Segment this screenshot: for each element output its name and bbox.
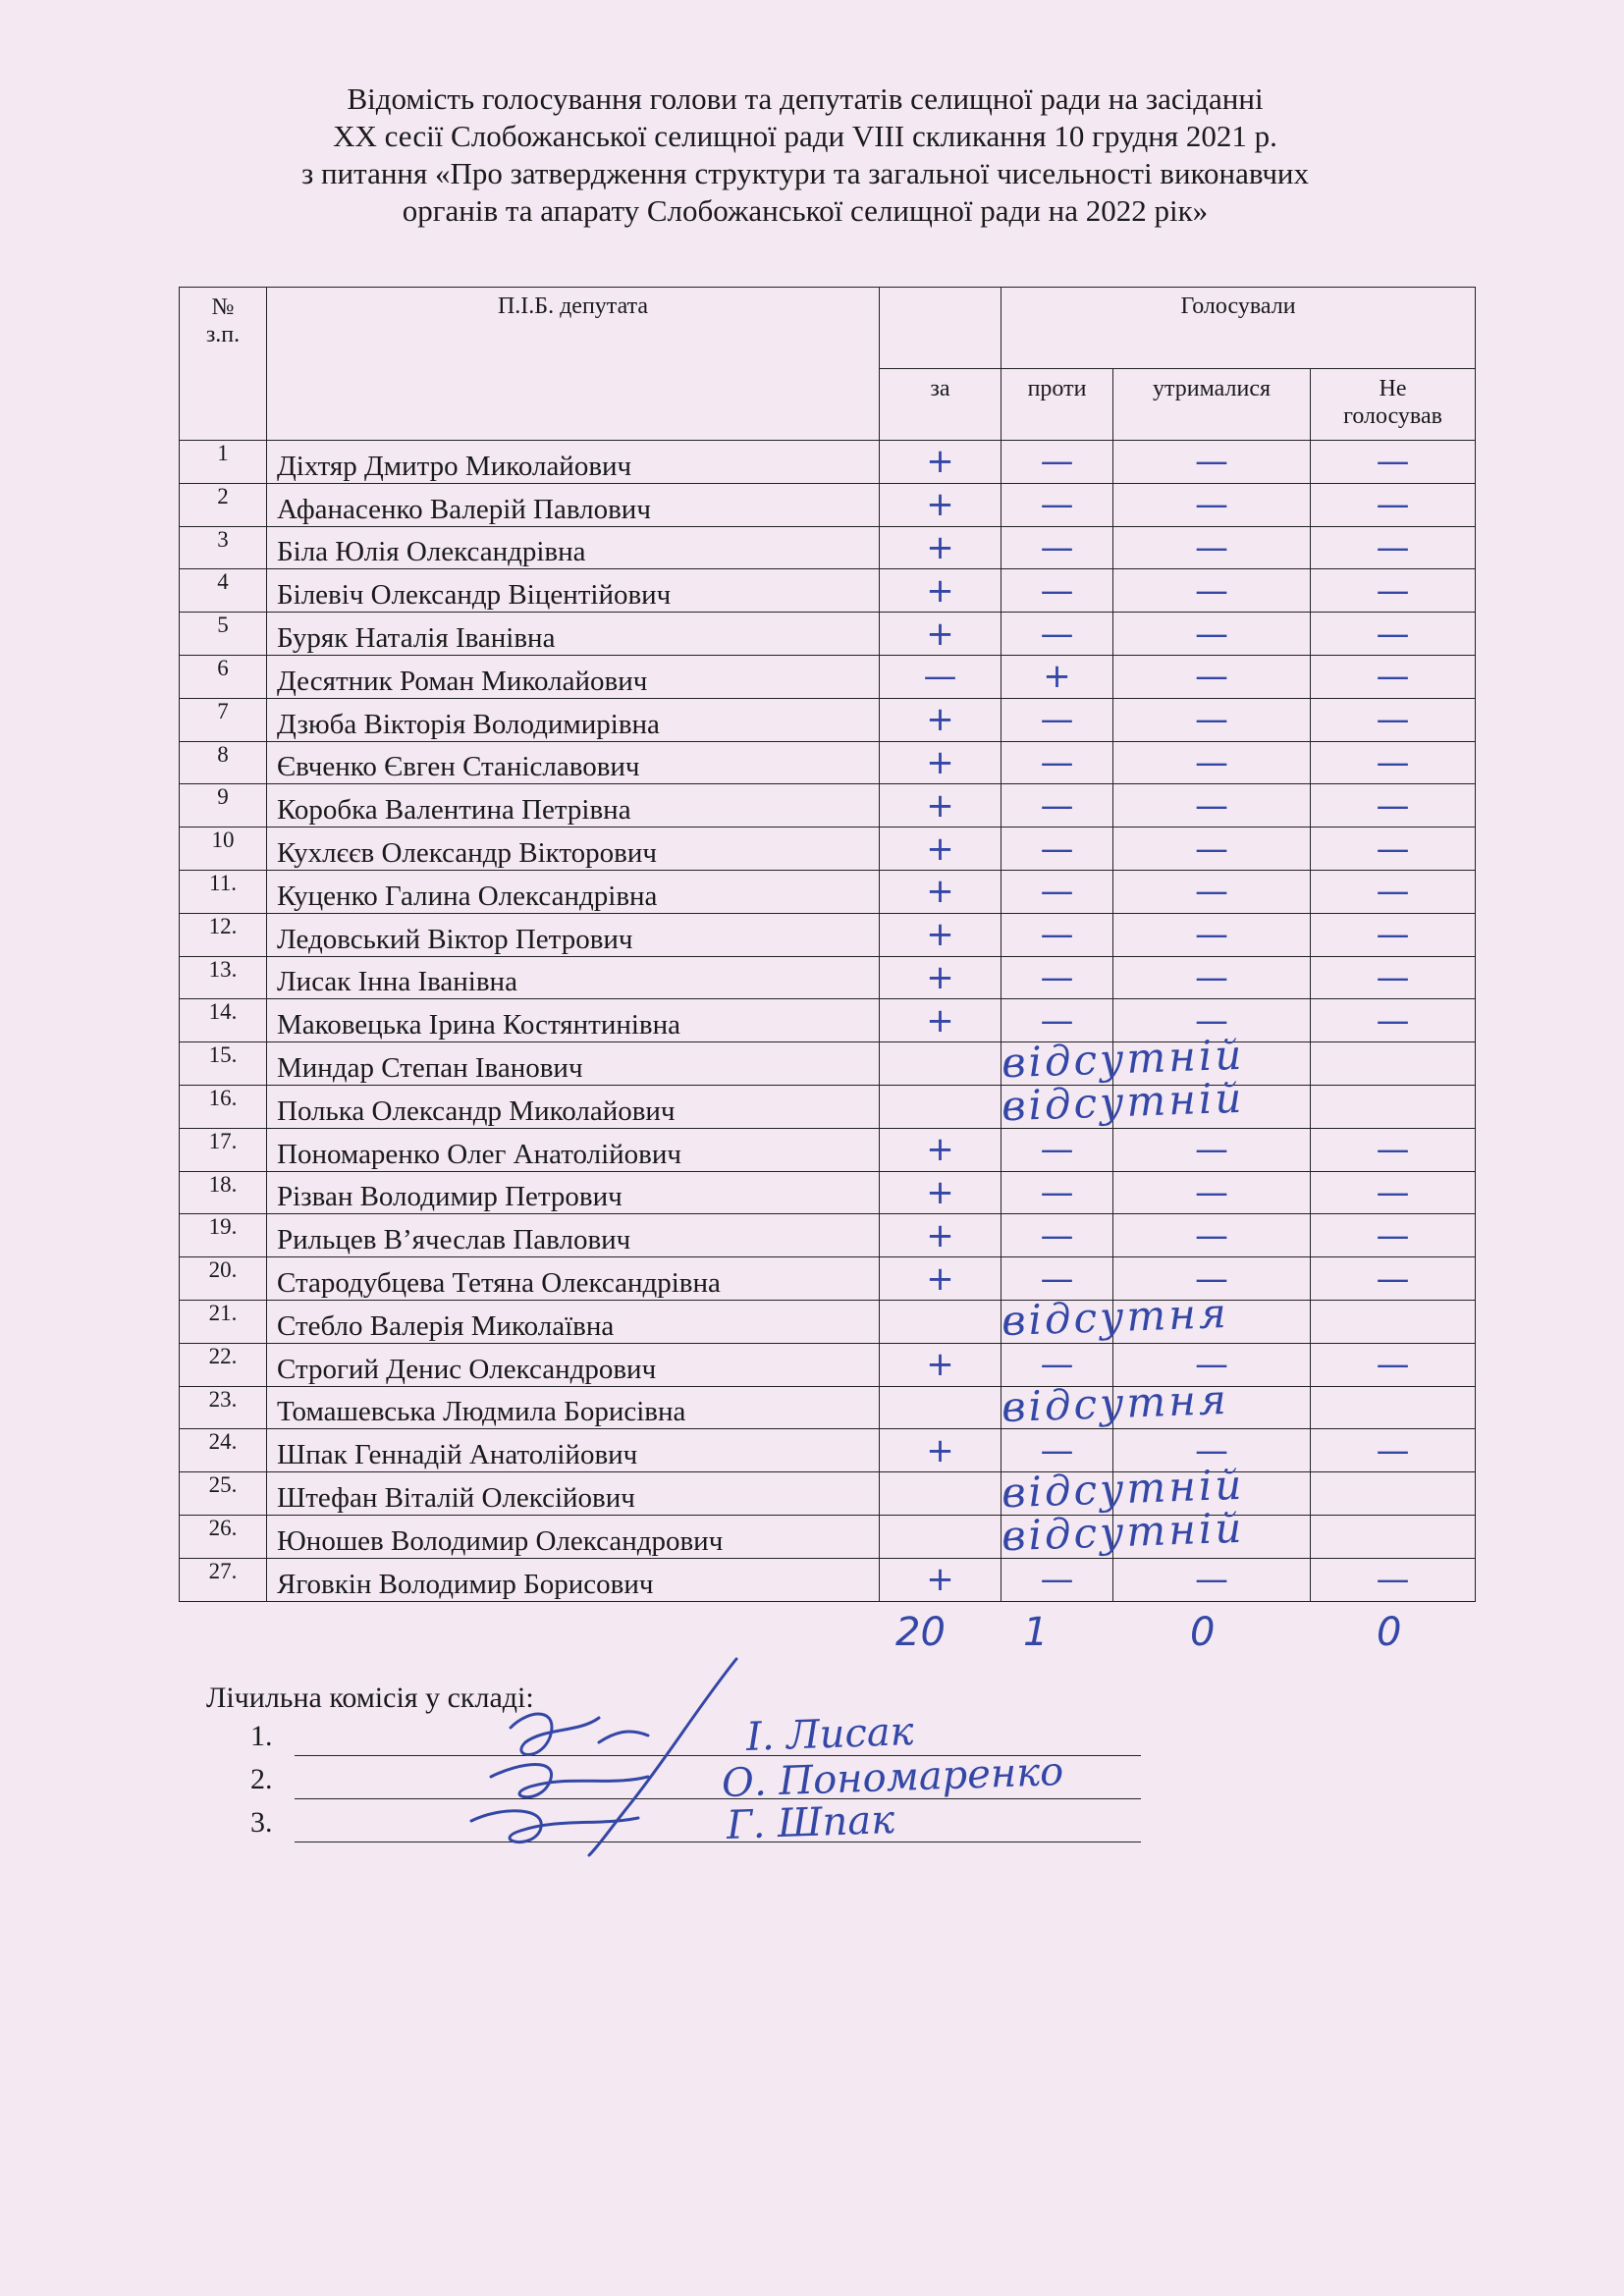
row-number: 15. [180,1042,267,1086]
vote-against-cell [1001,1558,1113,1601]
handwritten-mark: — [1040,828,1074,869]
vote-for-cell [880,655,1001,698]
deputy-name: Миндар Степан Іванович [267,1042,880,1086]
table-row [180,1343,1476,1386]
table-row [180,828,1476,871]
table-row [180,784,1476,828]
handwritten-mark: — [1376,657,1410,697]
handwritten-mark: + [926,1000,954,1041]
row-number: 18. [180,1171,267,1214]
vote-against-cell [1001,870,1113,913]
handwritten-mark: + [926,527,954,567]
signature-stroke-2 [589,1659,736,1855]
vote-for-cell [880,1128,1001,1171]
handwritten-mark: — [1376,957,1410,997]
absent-note: відсутній [1001,1503,1246,1561]
vote-against-cell [1001,526,1113,569]
handwritten-mark: — [1195,742,1228,782]
handwritten-mark: — [1195,915,1228,955]
row-number: 4 [180,569,267,613]
row-number: 26. [180,1515,267,1558]
handwritten-mark: — [1040,1130,1074,1170]
handwritten-mark: — [1040,1215,1074,1255]
handwritten-mark: + [926,570,954,611]
table-row [180,613,1476,656]
handwritten-mark: — [1376,872,1410,912]
handwritten-mark: + [926,1345,954,1385]
row-number: 12. [180,913,267,956]
vote-against-cell [1001,784,1113,828]
handwritten-mark: — [1376,1560,1410,1600]
vote-for-cell [880,956,1001,999]
total-not-voted: 0 [1377,1610,1402,1655]
deputy-name: Біла Юлія Олександрівна [267,526,880,569]
title-line-3: з питання «Про затвердження структури та загальної чисельності виконавчих [300,156,1310,190]
handwritten-mark: — [1376,1172,1410,1212]
handwritten-mark: — [1195,785,1228,826]
vote-abstain-cell [1113,569,1311,613]
handwritten-mark: + [926,742,954,782]
row-number: 11. [180,870,267,913]
vote-not-voted-cell [1311,1085,1476,1128]
deputy-name: Буряк Наталія Іванівна [267,613,880,656]
table-row [180,1429,1476,1472]
vote-abstain-cell [1113,441,1311,484]
vote-not-voted-cell [1311,784,1476,828]
table-row [180,569,1476,613]
vote-for-cell [880,1558,1001,1601]
table-row [180,1386,1476,1429]
total-for: 20 [895,1610,946,1655]
deputy-name: Томашевська Людмила Борисівна [267,1386,880,1429]
table-row [180,1042,1476,1086]
vote-against-cell [1001,1374,1230,1431]
vote-for-cell [880,1429,1001,1472]
handwritten-mark: — [1040,1560,1074,1600]
vote-for-cell [880,698,1001,741]
row-number: 3 [180,526,267,569]
vote-for-cell [880,1515,1001,1558]
handwritten-mark: — [1376,614,1410,654]
handwritten-mark: — [1040,442,1074,482]
vote-not-voted-cell [1311,1515,1476,1558]
vote-for-cell [880,1085,1001,1128]
row-number: 19. [180,1214,267,1257]
vote-abstain-cell [1113,1214,1311,1257]
handwritten-mark: — [1040,485,1074,525]
signature-name-2: О. Пономаренко [721,1748,1064,1807]
handwritten-mark: — [1195,1215,1228,1255]
handwritten-mark: — [1376,485,1410,525]
commission-num-1: 1. [250,1720,273,1752]
vote-not-voted-cell [1311,1429,1476,1472]
row-number: 23. [180,1386,267,1429]
deputy-name: Кухлєєв Олександр Вікторович [267,828,880,871]
vote-abstain-cell [1113,1558,1311,1601]
vote-not-voted-cell [1311,1128,1476,1171]
handwritten-mark: — [1040,700,1074,740]
vote-abstain-cell [1113,870,1311,913]
vote-against-cell [1001,913,1113,956]
vote-not-voted-cell [1311,1214,1476,1257]
deputy-name: Діхтяр Дмитро Миколайович [267,441,880,484]
handwritten-mark: — [1040,872,1074,912]
header-for: за [880,369,1001,441]
vote-abstain-cell [1113,655,1311,698]
row-number: 1 [180,441,267,484]
vote-for-cell [880,1171,1001,1214]
deputy-name: Яговкін Володимир Борисович [267,1558,880,1601]
handwritten-mark: — [1040,957,1074,997]
row-number: 17. [180,1128,267,1171]
vote-for-cell [880,1214,1001,1257]
signature-scribble-graphic [452,1649,766,1865]
handwritten-mark: + [926,1258,954,1299]
handwritten-mark: + [1043,657,1071,697]
header-empty [880,288,1001,369]
handwritten-mark: + [926,1215,954,1255]
row-number: 20. [180,1257,267,1301]
title-line-1: Відомість голосування голови та депутатів селищної ради на засіданні [347,81,1264,116]
deputy-name: Десятник Роман Миколайович [267,655,880,698]
row-number: 16. [180,1085,267,1128]
handwritten-mark: — [1376,915,1410,955]
vote-abstain-cell [1113,784,1311,828]
vote-against-cell [1001,698,1113,741]
handwritten-mark: — [1195,700,1228,740]
row-number: 14. [180,999,267,1042]
vote-not-voted-cell [1311,483,1476,526]
handwritten-mark: — [1040,1430,1074,1470]
deputy-name: Шпак Геннадій Анатолійович [267,1429,880,1472]
deputy-name: Куценко Галина Олександрівна [267,870,880,913]
table-row [180,1214,1476,1257]
vote-for-cell [880,526,1001,569]
deputy-name: Рильцев В’ячеслав Павлович [267,1214,880,1257]
handwritten-mark: — [1376,1215,1410,1255]
table-row [180,698,1476,741]
vote-not-voted-cell [1311,999,1476,1042]
absent-note: відсутній [1001,1030,1246,1088]
table-row [180,483,1476,526]
vote-against-cell [1001,1503,1246,1561]
handwritten-mark: — [1195,1345,1228,1385]
table-row [180,870,1476,913]
vote-for-cell [880,613,1001,656]
vote-not-voted-cell [1311,1558,1476,1601]
handwritten-mark: + [926,828,954,869]
header-name: П.І.Б. депутата [267,288,880,441]
handwritten-mark: — [1376,700,1410,740]
row-number: 21. [180,1300,267,1343]
deputy-name: Юношев Володимир Олександрович [267,1515,880,1558]
vote-not-voted-cell [1311,1386,1476,1429]
deputy-name: Різван Володимир Петрович [267,1171,880,1214]
handwritten-mark: + [926,957,954,997]
vote-abstain-cell [1113,1128,1311,1171]
vote-against-cell [1001,613,1113,656]
deputy-name: Пономаренко Олег Анатолійович [267,1128,880,1171]
absent-note: відсутня [1001,1374,1230,1431]
handwritten-mark: — [1195,485,1228,525]
total-against: 1 [1023,1610,1049,1655]
handwritten-mark: — [1195,1258,1228,1299]
row-number: 10 [180,828,267,871]
handwritten-mark: — [1195,1560,1228,1600]
vote-for-cell [880,1042,1001,1086]
vote-for-cell [880,483,1001,526]
handwritten-mark: — [1376,527,1410,567]
table-row [180,1171,1476,1214]
deputy-name: Полька Олександр Миколайович [267,1085,880,1128]
document-title [147,80,1463,230]
handwritten-mark: — [1195,614,1228,654]
header-not-voted: Не голосував [1311,369,1476,441]
table-row [180,956,1476,999]
table-row [180,1128,1476,1171]
vote-against-cell [1001,1214,1113,1257]
vote-abstain-cell [1113,613,1311,656]
handwritten-mark: — [1376,570,1410,611]
signature-stroke-3 [491,1765,648,1797]
vote-against-cell [1001,956,1113,999]
vote-abstain-cell [1113,956,1311,999]
handwritten-mark: — [1376,1000,1410,1041]
table-row [180,1300,1476,1343]
handwritten-mark: — [1376,785,1410,826]
vote-for-cell [880,1257,1001,1301]
vote-abstain-cell [1113,698,1311,741]
vote-abstain-cell [1113,741,1311,784]
vote-against-cell [1001,828,1113,871]
handwritten-mark: — [1040,1172,1074,1212]
handwritten-mark: — [1195,957,1228,997]
deputy-name: Ледовський Віктор Петрович [267,913,880,956]
deputy-name: Коробка Валентина Петрівна [267,784,880,828]
deputy-name: Євченко Євген Станіславович [267,741,880,784]
vote-not-voted-cell [1311,526,1476,569]
handwritten-mark: — [1376,1345,1410,1385]
deputy-name: Штефан Віталій Олексійович [267,1472,880,1516]
signature-name-3: Г. Шпак [726,1797,895,1848]
vote-against-cell [1001,483,1113,526]
table-row [180,999,1476,1042]
vote-not-voted-cell [1311,1300,1476,1343]
row-number: 7 [180,698,267,741]
header-abstain: утрималися [1113,369,1311,441]
handwritten-mark: + [926,1130,954,1170]
deputy-name: Строгий Денис Олександрович [267,1343,880,1386]
vote-against-cell [1001,1128,1113,1171]
header-num: № з.п. [180,288,267,441]
vote-against-cell [1001,441,1113,484]
vote-not-voted-cell [1311,1472,1476,1516]
absent-note: відсутній [1001,1073,1246,1131]
vote-against-cell [1001,1171,1113,1214]
handwritten-mark: — [1195,1000,1228,1041]
vote-abstain-cell [1113,483,1311,526]
vote-against-cell [1001,1073,1246,1131]
handwritten-mark: + [926,442,954,482]
handwritten-mark: — [1040,1258,1074,1299]
handwritten-mark: + [926,1172,954,1212]
handwritten-mark: — [923,657,957,697]
handwritten-mark: + [926,1430,954,1470]
vote-for-cell [880,913,1001,956]
vote-for-cell [880,999,1001,1042]
handwritten-mark: + [926,785,954,826]
handwritten-mark: + [926,1560,954,1600]
handwritten-mark: — [1195,657,1228,697]
row-number: 6 [180,655,267,698]
deputy-name: Маковецька Ірина Костянтинівна [267,999,880,1042]
signature-name-1: І. Лисак [745,1709,915,1760]
vote-not-voted-cell [1311,613,1476,656]
vote-abstain-cell [1113,913,1311,956]
handwritten-mark: — [1040,785,1074,826]
vote-for-cell [880,1386,1001,1429]
signature-stroke-5 [599,1732,648,1742]
row-number: 8 [180,741,267,784]
title-line-4: органів та апарату Слобожанської селищної ради на 2022 рік» [402,193,1209,228]
vote-not-voted-cell [1311,698,1476,741]
deputy-name: Стебло Валерія Миколаївна [267,1300,880,1343]
signature-stroke-1 [511,1714,599,1754]
handwritten-mark: — [1376,442,1410,482]
commission-num-2: 2. [250,1763,273,1795]
row-number: 2 [180,483,267,526]
handwritten-mark: — [1195,1172,1228,1212]
row-number: 9 [180,784,267,828]
handwritten-mark: — [1040,915,1074,955]
handwritten-mark: — [1195,872,1228,912]
absent-note: відсутній [1001,1460,1246,1518]
vote-not-voted-cell [1311,870,1476,913]
commission-num-3: 3. [250,1806,273,1839]
commission-label: Лічильна комісія у складі: [206,1682,534,1714]
vote-for-cell [880,741,1001,784]
vote-for-cell [880,569,1001,613]
table-row [180,741,1476,784]
handwritten-mark: — [1040,1345,1074,1385]
table-row [180,1558,1476,1601]
row-number: 27. [180,1558,267,1601]
vote-for-cell [880,870,1001,913]
vote-abstain-cell [1113,828,1311,871]
deputy-name: Дзюба Вікторія Володимирівна [267,698,880,741]
vote-not-voted-cell [1311,741,1476,784]
vote-against-cell [1001,655,1113,698]
handwritten-mark: — [1040,614,1074,654]
row-number: 24. [180,1429,267,1472]
vote-against-cell [1001,569,1113,613]
vote-not-voted-cell [1311,913,1476,956]
vote-for-cell [880,1300,1001,1343]
vote-not-voted-cell [1311,956,1476,999]
handwritten-mark: — [1195,570,1228,611]
handwritten-mark: — [1376,828,1410,869]
table-row [180,441,1476,484]
vote-not-voted-cell [1311,828,1476,871]
table-row [180,1472,1476,1516]
handwritten-mark: + [926,614,954,654]
handwritten-mark: + [926,915,954,955]
row-number: 13. [180,956,267,999]
handwritten-mark: — [1195,1430,1228,1470]
row-number: 22. [180,1343,267,1386]
deputy-name: Афанасенко Валерій Павлович [267,483,880,526]
table-row [180,1515,1476,1558]
deputy-name: Стародубцева Тетяна Олександрівна [267,1257,880,1301]
table-row [180,526,1476,569]
handwritten-mark: + [926,872,954,912]
table-row [180,1085,1476,1128]
row-number: 5 [180,613,267,656]
vote-abstain-cell [1113,526,1311,569]
handwritten-mark: — [1195,527,1228,567]
handwritten-mark: — [1376,1258,1410,1299]
voting-table [179,287,1476,1602]
handwritten-mark: — [1376,1130,1410,1170]
vote-not-voted-cell [1311,655,1476,698]
vote-not-voted-cell [1311,569,1476,613]
vote-for-cell [880,1472,1001,1516]
title-line-2: XX сесії Слобожанської селищної ради VIII скликання 10 грудня 2021 р. [333,119,1277,153]
header-against: проти [1001,369,1113,441]
handwritten-mark: — [1376,742,1410,782]
vote-not-voted-cell [1311,1343,1476,1386]
handwritten-mark: — [1040,742,1074,782]
handwritten-mark: — [1195,1130,1228,1170]
handwritten-mark: — [1195,442,1228,482]
handwritten-mark: — [1040,570,1074,611]
table-row [180,1257,1476,1301]
vote-abstain-cell [1113,1171,1311,1214]
handwritten-mark: — [1195,828,1228,869]
vote-against-cell [1001,741,1113,784]
absent-note: відсутня [1001,1288,1230,1345]
row-number: 25. [180,1472,267,1516]
vote-for-cell [880,828,1001,871]
handwritten-mark: + [926,485,954,525]
vote-not-voted-cell [1311,1171,1476,1214]
deputy-name: Білевіч Олександр Віцентійович [267,569,880,613]
table-row [180,655,1476,698]
total-abstain: 0 [1190,1610,1216,1655]
handwritten-mark: + [926,700,954,740]
header-voted: Голосували [1001,288,1476,369]
vote-against-cell [1001,1288,1230,1345]
vote-not-voted-cell [1311,1042,1476,1086]
vote-not-voted-cell [1311,1257,1476,1301]
vote-for-cell [880,441,1001,484]
vote-not-voted-cell [1311,441,1476,484]
handwritten-mark: — [1376,1430,1410,1470]
handwritten-mark: — [1040,1000,1074,1041]
vote-for-cell [880,784,1001,828]
deputy-name: Лисак Інна Іванівна [267,956,880,999]
table-row [180,913,1476,956]
handwritten-mark: — [1040,527,1074,567]
vote-for-cell [880,1343,1001,1386]
